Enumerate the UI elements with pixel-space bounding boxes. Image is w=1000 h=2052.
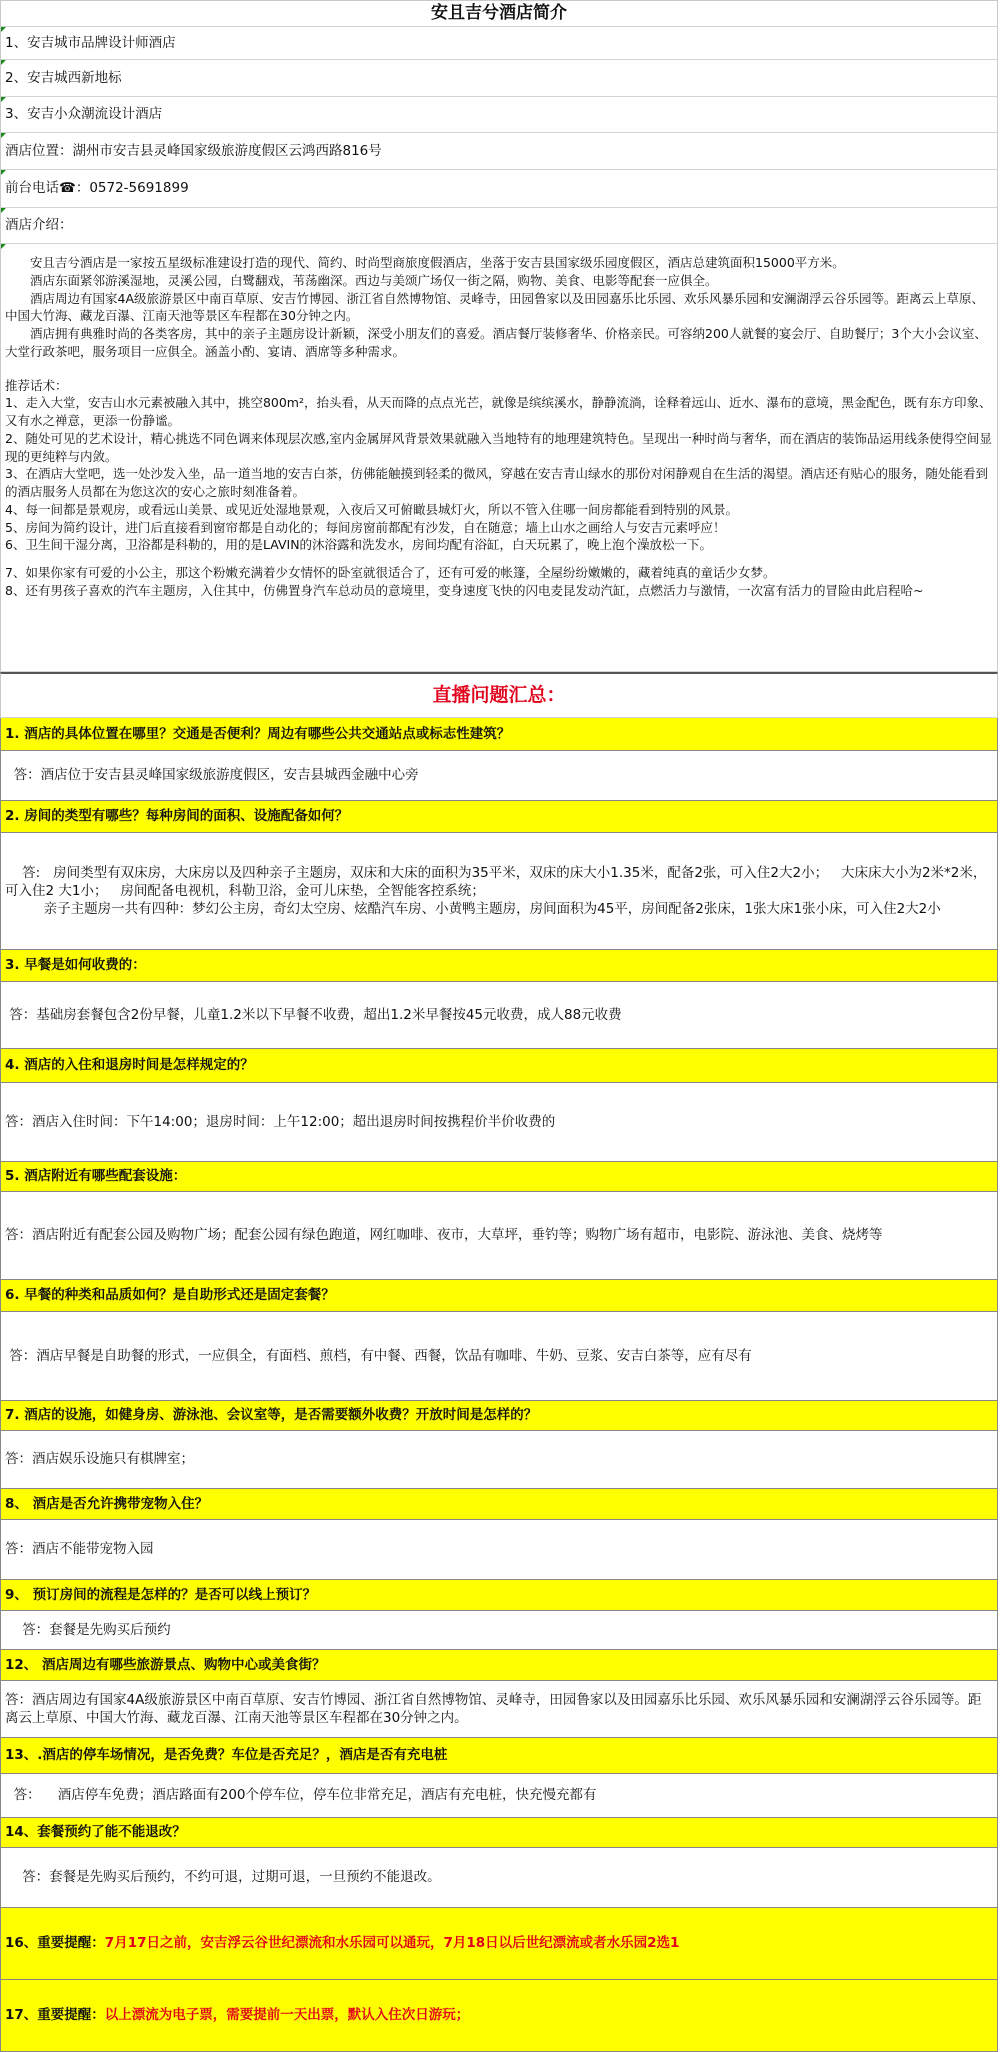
answer-row [0, 833, 998, 950]
notice-label: 17、重要提醒： [5, 2007, 105, 2024]
question-row: 13、.酒店的停车场情况，是否免费？车位是否充足？，酒店是否有充电桩 [0, 1738, 998, 1774]
answer-row [0, 751, 998, 801]
answer-row [0, 1431, 998, 1489]
document-title: 安且吉兮酒店简介 [0, 0, 998, 27]
notice-row [0, 1908, 998, 1980]
answer-text: 答：酒店不能带宠物入园 [5, 1541, 154, 1558]
question-row: 7. 酒店的设施，如健身房、游泳池、会议室等，是否需要额外收费？开放时间是怎样的？ [0, 1401, 998, 1431]
question-row: 9、 预订房间的流程是怎样的？是否可以线上预订？ [0, 1580, 998, 1611]
answer-text: 答：酒店位于安吉县灵峰国家级旅游度假区，安吉县城西金融中心旁 [5, 767, 419, 784]
recommend-heading: 推荐话术： [5, 377, 68, 393]
summary-title: 直播问题汇总： [0, 672, 998, 718]
info-row [0, 97, 998, 133]
info-text: 酒店介绍： [5, 217, 73, 234]
info-text: 前台电话☎：0572-5691899 [5, 180, 189, 197]
question-row: 14、套餐预约了能不能退改？ [0, 1818, 998, 1848]
intro-paragraph: 酒店东面紧邻游溪湿地，灵溪公园，白鹭翻戏，苇荡幽深。西边与美颂广场仅一街之隔，购物、美食、电影等配套一应俱全。 [30, 272, 718, 288]
answer-row [0, 1681, 998, 1738]
recommend-item: 6、卫生间干湿分离，卫浴都是科勒的，用的是LAVIN的沐浴露和洗发水，房间均配有浴缸，白天玩累了，晚上泡个澡放松一下。 [5, 537, 713, 553]
answer-row [0, 1192, 998, 1280]
answer-text: 答：酒店附近有配套公园及购物广场；配套公园有绿色跑道，网红咖啡、夜市，大草坪，垂钓等；购物广场有超市，电影院、游泳池、美食、烧烤等 [5, 1227, 883, 1244]
recommend-item: 2、随处可见的艺术设计，精心挑选不同色调来体现层次感,室内金属屏风背景效果就融入当地特有的地理建筑特色。呈现出一种时尚与奢华，而在酒店的装饰品运用线条使得空间显现的更纯粹与内敛。 [5, 430, 992, 464]
intro-block [0, 244, 998, 672]
spacer [5, 554, 993, 564]
answer-row [0, 982, 998, 1049]
answer-text: 答：酒店娱乐设施只有棋牌室； [5, 1451, 194, 1468]
hotel-address [0, 133, 998, 170]
question-row: 4. 酒店的入住和退房时间是怎样规定的？ [0, 1049, 998, 1083]
intro-paragraph: 安且吉兮酒店是一家按五星级标准建设打造的现代、简约、时尚型商旅度假酒店，坐落于安吉县国家级乐园度假区，酒店总建筑面积15000平方米。 [30, 255, 845, 270]
cell-marker-icon [1, 97, 6, 102]
question-row: 8、 酒店是否允许携带宠物入住？ [0, 1489, 998, 1520]
cell-marker-icon [1, 244, 6, 249]
cell-marker-icon [1, 27, 6, 32]
cell-marker-icon [1, 170, 6, 175]
question-row: 3. 早餐是如何收费的： [0, 950, 998, 982]
notice-text: 7月17日之前，安吉浮云谷世纪漂流和水乐园可以通玩，7月18日以后世纪漂流或者水乐园2选1 [104, 1935, 680, 1952]
info-row [0, 60, 998, 97]
question-row: 6. 早餐的种类和品质如何？是自助形式还是固定套餐？ [0, 1280, 998, 1312]
recommend-item: 4、每一间都是景观房，或看远山美景、或见近处湿地景观，入夜后又可俯瞰县城灯火，所以不管入住哪一间房都能看到特别的风景。 [5, 501, 738, 517]
answer-text: 答：酒店早餐是自助餐的形式，一应俱全，有面档、煎档，有中餐、西餐，饮品有咖啡、牛奶、豆浆、安吉白茶等，应有尽有 [5, 1347, 752, 1364]
answer-text: 答：套餐是先购买后预约 [5, 1621, 171, 1638]
intro-heading [0, 208, 998, 244]
spacer [5, 361, 993, 377]
answer-row [0, 1848, 998, 1908]
recommend-item: 3、在酒店大堂吧，选一处沙发入坐，品一道当地的安吉白茶，仿佛能触摸到轻柔的微风，穿越在安吉青山绿水的那份对闲静观自在生活的渴望。酒店还有贴心的服务，随处能看到的酒店服务人员都在为您这次的安心之旅时刻准备着。 [5, 466, 988, 499]
answer-text: 答: 房间类型有双床房，大床房以及四种亲子主题房，双床和大床的面积为35平米，双床的床大小1.35米，配备2张，可入住2大2小； 大床床大小为2米*2米，可入住2 大1小； 房间配备电视机，科勒卫浴，金可儿床垫，全智能客控系统； 亲子主题房一共有四种：梦幻公主房，奇幻太空房、炫酷汽车房、小黄鸭主题房，房间面积为45平，房间配备2张床，1张大床1张小床，可入住2大2小 [5, 864, 987, 918]
front-desk-phone [0, 170, 998, 208]
info-text: 2、安吉城西新地标 [5, 69, 122, 86]
cell-marker-icon [1, 60, 6, 65]
answer-row [0, 1520, 998, 1580]
notice-text: 以上漂流为电子票，需要提前一天出票，默认入住次日游玩； [104, 2007, 470, 2024]
cell-marker-icon [1, 133, 6, 138]
recommend-item: 5、房间为简约设计，进门后直接看到窗帘都是自动化的；每间房窗前都配有沙发，自在随意；墙上山水之画给人与安吉元素呼应！ [5, 519, 726, 535]
info-text: 3、安吉小众潮流设计酒店 [5, 106, 163, 123]
answer-text: 答： 酒店停车免费；酒店路面有200个停车位，停车位非常充足，酒店有充电桩，快充慢充都有 [5, 1787, 597, 1804]
question-row: 2. 房间的类型有哪些？每种房间的面积、设施配备如何？ [0, 801, 998, 833]
answer-text: 答：套餐是先购买后预约，不约可退，过期可退，一旦预约不能退改。 [5, 1869, 441, 1886]
answer-text: 答：酒店周边有国家4A级旅游景区中南百草原、安吉竹博园、浙江省自然博物馆、灵峰寺，田园鲁家以及田园嘉乐比乐园、欢乐风暴乐园和安澜湖浮云谷乐园等。距离云上草原、中国大竹海、藏龙百瀑、江南天池等景区车程都在30分钟之内。 [5, 1691, 982, 1726]
answer-row [0, 1774, 998, 1818]
question-row: 5. 酒店附近有哪些配套设施： [0, 1162, 998, 1192]
notice-label: 16、重要提醒： [5, 1935, 105, 1952]
answer-row [0, 1083, 998, 1162]
cell-marker-icon [1, 208, 6, 213]
answer-row [0, 1312, 998, 1401]
recommend-item: 8、还有男孩子喜欢的汽车主题房，入住其中，仿佛置身汽车总动员的意境里，变身速度飞快的闪电麦昆发动汽缸，点燃活力与激情，一次富有活力的冒险由此启程哈~ [5, 582, 924, 598]
intro-paragraph: 酒店拥有典雅时尚的各类客房，其中的亲子主题房设计新颖，深受小朋友们的喜爱。酒店餐厅装修奢华、价格亲民。可容纳200人就餐的宴会厅、自助餐厅；3个大小会议室、大堂行政茶吧，服务项目一应俱全。涵盖小酌、宴请、酒席等多种需求。 [5, 326, 987, 359]
notice-row [0, 1980, 998, 2052]
answer-text: 答：酒店入住时间：下午14:00；退房时间：上午12:00；超出退房时间按携程价半价收费的 [5, 1113, 556, 1130]
question-row: 12、 酒店周边有哪些旅游景点、购物中心或美食街？ [0, 1650, 998, 1681]
info-row [0, 27, 998, 60]
answer-text: 答：基础房套餐包含2份早餐，儿童1.2米以下早餐不收费，超出1.2米早餐按45元收费，成人88元收费 [5, 1006, 622, 1023]
info-text: 1、安吉城市品牌设计师酒店 [5, 34, 176, 51]
question-row: 1. 酒店的具体位置在哪里？交通是否便利？周边有哪些公共交通站点或标志性建筑？ [0, 718, 998, 751]
recommend-item: 7、如果你家有可爱的小公主，那这个粉嫩充满着少女情怀的卧室就很适合了，还有可爱的帐篷，全屋纷纷嫩嫩的，藏着纯真的童话少女梦。 [5, 565, 776, 580]
recommend-item: 1、走入大堂，安吉山水元素被融入其中，挑空800m²，抬头看，从天而降的点点光芒，就像是缤缤溪水，静静流淌，诠释着远山、近水、瀑布的意境，黑金配色，既有东方印象、又有水之禅意，更添一份静谧。 [5, 395, 992, 428]
info-text: 酒店位置：湖州市安吉县灵峰国家级旅游度假区云鸿西路816号 [5, 142, 382, 159]
answer-row [0, 1611, 998, 1650]
intro-paragraph: 酒店周边有国家4A级旅游景区中南百草原、安吉竹博园、浙江省自然博物馆、灵峰寺，田园鲁家以及田园嘉乐比乐园、欢乐风暴乐园和安澜湖浮云谷乐园等。距离云上草原、中国大竹海、藏龙百瀑、江南天池等景区车程都在30分钟之内。 [5, 290, 985, 324]
